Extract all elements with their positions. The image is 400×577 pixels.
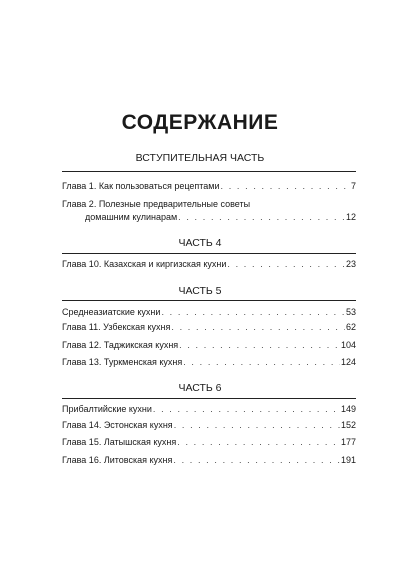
toc-entry-title: Глава 15. Латышская кухня [62, 437, 177, 447]
dot-leader [177, 436, 340, 449]
toc-entry-page: 62 [345, 322, 356, 332]
section-heading-part-4: ЧАСТЬ 4 [178, 237, 222, 249]
toc-entry-title: Глава 14. Эстонская кухня [62, 420, 173, 430]
toc-entry-title-continued: домашним кулинарам [85, 212, 178, 222]
toc-entry-page: 12 [345, 212, 356, 222]
toc-entry-page: 23 [345, 259, 356, 269]
section-divider [62, 171, 356, 172]
toc-entry[interactable] [62, 258, 356, 271]
toc-entry-title: Глава 1. Как пользоваться рецептами [62, 181, 220, 191]
toc-entry[interactable] [62, 454, 356, 467]
toc-entry-title: Глава 16. Литовская кухня [62, 455, 173, 465]
toc-entry[interactable] [62, 339, 356, 352]
section-heading-part-5: ЧАСТЬ 5 [178, 285, 222, 297]
section-heading-intro: ВСТУПИТЕЛЬНАЯ ЧАСТЬ [135, 152, 265, 164]
dot-leader [179, 339, 340, 352]
toc-entry[interactable] [62, 436, 356, 449]
toc-entry-page: 104 [340, 340, 356, 350]
toc-entry-page: 152 [340, 420, 356, 430]
toc-entry-title: Глава 11. Узбекская кухня [62, 322, 171, 332]
section-divider [62, 253, 356, 254]
toc-entry[interactable] [62, 180, 356, 193]
toc-entry[interactable] [62, 403, 356, 416]
toc-entry[interactable] [62, 321, 356, 334]
dot-leader [227, 258, 345, 271]
toc-entry[interactable] [62, 419, 356, 432]
toc-entry-page: 191 [340, 455, 356, 465]
dot-leader [221, 180, 350, 193]
dot-leader [183, 356, 340, 369]
toc-entry[interactable] [62, 306, 356, 319]
toc-entry-title: Глава 2. Полезные предварительные советы [62, 199, 251, 209]
page-title: СОДЕРЖАНИЕ [121, 111, 279, 134]
toc-entry-title: Глава 13. Туркменская кухня [62, 357, 183, 367]
dot-leader [178, 211, 345, 224]
toc-entry-page: 7 [350, 181, 356, 191]
toc-entry-page: 53 [345, 307, 356, 317]
dot-leader [171, 321, 345, 334]
dot-leader [161, 306, 345, 319]
toc-entry-page: 149 [340, 404, 356, 414]
toc-entry-title: Глава 12. Таджикская кухня [62, 340, 179, 350]
toc-entry-page: 177 [340, 437, 356, 447]
toc-entry[interactable] [62, 198, 356, 224]
section-divider [62, 300, 356, 301]
toc-entry-page: 124 [340, 357, 356, 367]
toc-entry[interactable] [62, 356, 356, 369]
section-divider [62, 398, 356, 399]
section-heading-part-6: ЧАСТЬ 6 [178, 382, 222, 394]
toc-entry-title: Среднеазиатские кухни [62, 307, 161, 317]
dot-leader [174, 419, 340, 432]
toc-entry-title: Глава 10. Казахская и киргизская кухни [62, 259, 227, 269]
dot-leader [173, 454, 340, 467]
toc-entry-title: Прибалтийские кухни [62, 404, 152, 414]
dot-leader [153, 403, 340, 416]
